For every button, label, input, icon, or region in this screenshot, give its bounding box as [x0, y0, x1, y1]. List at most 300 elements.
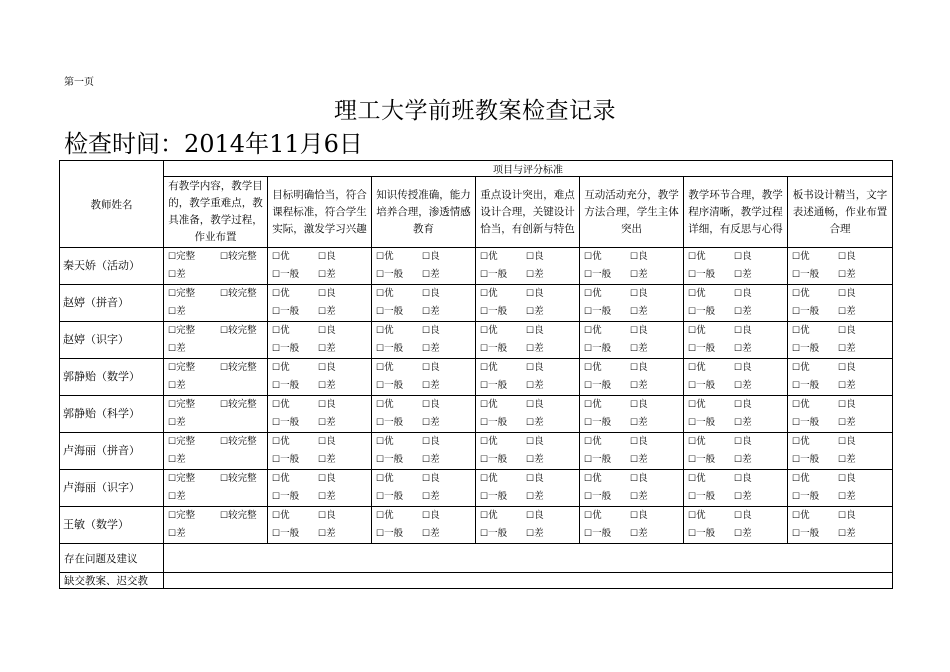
option-good[interactable] [526, 396, 572, 414]
option-good[interactable] [734, 433, 780, 451]
option-poor[interactable] [318, 488, 364, 506]
option-good[interactable] [838, 285, 884, 303]
option-excellent[interactable] [688, 359, 734, 377]
checkbox-icon[interactable]: ☐ [734, 270, 743, 280]
checkbox-icon[interactable]: ☐ [526, 418, 535, 428]
option-excellent[interactable] [376, 470, 422, 488]
checkbox-icon[interactable]: ☐ [688, 344, 697, 354]
option-good[interactable] [318, 248, 364, 266]
checkbox-icon[interactable]: ☐ [526, 492, 535, 502]
checkbox-icon[interactable]: ☐ [376, 252, 385, 262]
option-average[interactable] [272, 488, 318, 506]
checkbox-icon[interactable]: ☐ [272, 252, 281, 262]
checkbox-icon[interactable]: ☐ [376, 418, 385, 428]
option-good[interactable] [838, 322, 884, 340]
option-poor[interactable] [838, 340, 884, 358]
checkbox-icon[interactable]: ☐ [220, 326, 229, 336]
option-excellent[interactable] [376, 433, 422, 451]
option-excellent[interactable] [584, 396, 630, 414]
checkbox-icon[interactable]: ☐ [272, 511, 281, 521]
checkbox-icon[interactable]: ☐ [792, 492, 801, 502]
option-poor[interactable] [630, 266, 676, 284]
checkbox-icon[interactable]: ☐ [272, 529, 281, 539]
option-good[interactable] [318, 285, 364, 303]
checkbox-icon[interactable]: ☐ [168, 381, 177, 391]
checkbox-icon[interactable]: ☐ [630, 344, 639, 354]
option-good[interactable] [630, 433, 676, 451]
checkbox-icon[interactable]: ☐ [318, 474, 327, 484]
checkbox-icon[interactable]: ☐ [792, 326, 801, 336]
option-excellent[interactable] [376, 396, 422, 414]
option-good[interactable] [318, 396, 364, 414]
checkbox-icon[interactable]: ☐ [480, 492, 489, 502]
checkbox-icon[interactable]: ☐ [630, 529, 639, 539]
option-poor[interactable] [526, 266, 572, 284]
option-excellent[interactable] [792, 470, 838, 488]
option-excellent[interactable] [688, 322, 734, 340]
checkbox-icon[interactable]: ☐ [480, 400, 489, 410]
option-average[interactable] [272, 414, 318, 432]
option-complete[interactable] [168, 359, 220, 377]
checkbox-icon[interactable]: ☐ [168, 252, 177, 262]
option-excellent[interactable] [480, 248, 526, 266]
checkbox-icon[interactable]: ☐ [688, 270, 697, 280]
checkbox-icon[interactable]: ☐ [376, 529, 385, 539]
option-excellent[interactable] [480, 433, 526, 451]
checkbox-icon[interactable]: ☐ [792, 270, 801, 280]
option-poor[interactable] [838, 303, 884, 321]
checkbox-icon[interactable]: ☐ [480, 381, 489, 391]
option-fairly-complete[interactable] [220, 470, 266, 488]
checkbox-icon[interactable]: ☐ [422, 474, 431, 484]
checkbox-icon[interactable]: ☐ [584, 437, 593, 447]
checkbox-icon[interactable]: ☐ [168, 289, 177, 299]
checkbox-icon[interactable]: ☐ [168, 492, 177, 502]
option-poor[interactable] [734, 340, 780, 358]
option-poor[interactable] [168, 377, 214, 395]
option-average[interactable] [272, 266, 318, 284]
missing-field[interactable] [164, 573, 893, 589]
option-good[interactable] [838, 248, 884, 266]
option-excellent[interactable] [792, 396, 838, 414]
option-excellent[interactable] [376, 322, 422, 340]
checkbox-icon[interactable]: ☐ [422, 326, 431, 336]
option-poor[interactable] [318, 266, 364, 284]
checkbox-icon[interactable]: ☐ [584, 511, 593, 521]
option-good[interactable] [318, 322, 364, 340]
option-poor[interactable] [168, 488, 214, 506]
checkbox-icon[interactable]: ☐ [272, 474, 281, 484]
checkbox-icon[interactable]: ☐ [480, 307, 489, 317]
checkbox-icon[interactable]: ☐ [272, 270, 281, 280]
checkbox-icon[interactable]: ☐ [792, 252, 801, 262]
checkbox-icon[interactable]: ☐ [376, 437, 385, 447]
checkbox-icon[interactable]: ☐ [168, 326, 177, 336]
checkbox-icon[interactable]: ☐ [838, 252, 847, 262]
checkbox-icon[interactable]: ☐ [734, 455, 743, 465]
option-good[interactable] [734, 359, 780, 377]
checkbox-icon[interactable]: ☐ [792, 307, 801, 317]
option-excellent[interactable] [792, 248, 838, 266]
option-excellent[interactable] [584, 507, 630, 525]
issues-field[interactable] [164, 544, 893, 573]
option-good[interactable] [734, 470, 780, 488]
checkbox-icon[interactable]: ☐ [838, 474, 847, 484]
checkbox-icon[interactable]: ☐ [376, 400, 385, 410]
option-average[interactable] [688, 266, 734, 284]
checkbox-icon[interactable]: ☐ [168, 400, 177, 410]
option-excellent[interactable] [792, 322, 838, 340]
option-average[interactable] [792, 303, 838, 321]
option-excellent[interactable] [584, 285, 630, 303]
option-good[interactable] [318, 433, 364, 451]
option-excellent[interactable] [688, 507, 734, 525]
checkbox-icon[interactable]: ☐ [376, 326, 385, 336]
option-poor[interactable] [168, 525, 214, 543]
checkbox-icon[interactable]: ☐ [630, 307, 639, 317]
option-poor[interactable] [526, 525, 572, 543]
checkbox-icon[interactable]: ☐ [630, 474, 639, 484]
option-good[interactable] [318, 359, 364, 377]
checkbox-icon[interactable]: ☐ [168, 511, 177, 521]
checkbox-icon[interactable]: ☐ [838, 529, 847, 539]
option-poor[interactable] [838, 266, 884, 284]
option-average[interactable] [376, 303, 422, 321]
checkbox-icon[interactable]: ☐ [318, 400, 327, 410]
option-good[interactable] [422, 470, 468, 488]
checkbox-icon[interactable]: ☐ [734, 474, 743, 484]
checkbox-icon[interactable]: ☐ [376, 289, 385, 299]
checkbox-icon[interactable]: ☐ [220, 437, 229, 447]
checkbox-icon[interactable]: ☐ [422, 363, 431, 373]
checkbox-icon[interactable]: ☐ [318, 344, 327, 354]
checkbox-icon[interactable]: ☐ [584, 381, 593, 391]
option-poor[interactable] [318, 414, 364, 432]
option-poor[interactable] [630, 377, 676, 395]
checkbox-icon[interactable]: ☐ [838, 307, 847, 317]
option-excellent[interactable] [688, 470, 734, 488]
checkbox-icon[interactable]: ☐ [526, 511, 535, 521]
checkbox-icon[interactable]: ☐ [734, 400, 743, 410]
checkbox-icon[interactable]: ☐ [838, 511, 847, 521]
option-poor[interactable] [168, 414, 214, 432]
option-average[interactable] [584, 266, 630, 284]
checkbox-icon[interactable]: ☐ [792, 455, 801, 465]
checkbox-icon[interactable]: ☐ [584, 307, 593, 317]
checkbox-icon[interactable]: ☐ [480, 437, 489, 447]
checkbox-icon[interactable]: ☐ [422, 418, 431, 428]
checkbox-icon[interactable]: ☐ [318, 437, 327, 447]
checkbox-icon[interactable]: ☐ [734, 326, 743, 336]
checkbox-icon[interactable]: ☐ [318, 455, 327, 465]
option-excellent[interactable] [376, 285, 422, 303]
checkbox-icon[interactable]: ☐ [584, 492, 593, 502]
option-average[interactable] [272, 451, 318, 469]
option-average[interactable] [792, 525, 838, 543]
checkbox-icon[interactable]: ☐ [734, 529, 743, 539]
option-excellent[interactable] [480, 359, 526, 377]
checkbox-icon[interactable]: ☐ [526, 344, 535, 354]
checkbox-icon[interactable]: ☐ [480, 529, 489, 539]
option-average[interactable] [376, 488, 422, 506]
checkbox-icon[interactable]: ☐ [792, 529, 801, 539]
option-good[interactable] [526, 285, 572, 303]
option-average[interactable] [792, 266, 838, 284]
checkbox-icon[interactable]: ☐ [688, 511, 697, 521]
option-good[interactable] [526, 359, 572, 377]
checkbox-icon[interactable]: ☐ [838, 344, 847, 354]
option-average[interactable] [688, 340, 734, 358]
checkbox-icon[interactable]: ☐ [630, 400, 639, 410]
checkbox-icon[interactable]: ☐ [734, 252, 743, 262]
checkbox-icon[interactable]: ☐ [688, 492, 697, 502]
checkbox-icon[interactable]: ☐ [526, 381, 535, 391]
option-excellent[interactable] [272, 322, 318, 340]
checkbox-icon[interactable]: ☐ [318, 381, 327, 391]
option-poor[interactable] [318, 377, 364, 395]
option-good[interactable] [526, 322, 572, 340]
option-excellent[interactable] [376, 248, 422, 266]
checkbox-icon[interactable]: ☐ [734, 307, 743, 317]
option-excellent[interactable] [584, 433, 630, 451]
option-good[interactable] [734, 285, 780, 303]
option-good[interactable] [630, 285, 676, 303]
option-good[interactable] [422, 507, 468, 525]
option-poor[interactable] [168, 451, 214, 469]
checkbox-icon[interactable]: ☐ [526, 289, 535, 299]
checkbox-icon[interactable]: ☐ [480, 474, 489, 484]
checkbox-icon[interactable]: ☐ [584, 270, 593, 280]
checkbox-icon[interactable]: ☐ [480, 270, 489, 280]
checkbox-icon[interactable]: ☐ [792, 437, 801, 447]
option-good[interactable] [526, 507, 572, 525]
checkbox-icon[interactable]: ☐ [526, 437, 535, 447]
option-complete[interactable] [168, 322, 220, 340]
option-excellent[interactable] [272, 433, 318, 451]
option-average[interactable] [584, 488, 630, 506]
option-poor[interactable] [734, 377, 780, 395]
checkbox-icon[interactable]: ☐ [734, 381, 743, 391]
option-average[interactable] [792, 488, 838, 506]
checkbox-icon[interactable]: ☐ [630, 289, 639, 299]
checkbox-icon[interactable]: ☐ [168, 437, 177, 447]
checkbox-icon[interactable]: ☐ [422, 344, 431, 354]
checkbox-icon[interactable]: ☐ [792, 381, 801, 391]
checkbox-icon[interactable]: ☐ [734, 344, 743, 354]
checkbox-icon[interactable]: ☐ [168, 529, 177, 539]
checkbox-icon[interactable]: ☐ [480, 455, 489, 465]
checkbox-icon[interactable]: ☐ [688, 307, 697, 317]
option-good[interactable] [630, 248, 676, 266]
option-good[interactable] [734, 396, 780, 414]
option-poor[interactable] [526, 377, 572, 395]
option-average[interactable] [376, 377, 422, 395]
option-good[interactable] [422, 359, 468, 377]
checkbox-icon[interactable]: ☐ [272, 344, 281, 354]
option-average[interactable] [688, 525, 734, 543]
checkbox-icon[interactable]: ☐ [318, 418, 327, 428]
checkbox-icon[interactable]: ☐ [220, 511, 229, 521]
option-poor[interactable] [630, 451, 676, 469]
checkbox-icon[interactable]: ☐ [480, 252, 489, 262]
checkbox-icon[interactable]: ☐ [792, 363, 801, 373]
option-average[interactable] [584, 377, 630, 395]
checkbox-icon[interactable]: ☐ [688, 474, 697, 484]
option-poor[interactable] [168, 303, 214, 321]
option-good[interactable] [734, 248, 780, 266]
checkbox-icon[interactable]: ☐ [318, 492, 327, 502]
checkbox-icon[interactable]: ☐ [422, 492, 431, 502]
checkbox-icon[interactable]: ☐ [584, 455, 593, 465]
checkbox-icon[interactable]: ☐ [220, 252, 229, 262]
option-average[interactable] [272, 303, 318, 321]
option-average[interactable] [584, 303, 630, 321]
checkbox-icon[interactable]: ☐ [422, 270, 431, 280]
option-average[interactable] [584, 451, 630, 469]
option-poor[interactable] [734, 266, 780, 284]
option-average[interactable] [376, 414, 422, 432]
option-poor[interactable] [168, 266, 214, 284]
option-excellent[interactable] [792, 285, 838, 303]
checkbox-icon[interactable]: ☐ [584, 400, 593, 410]
option-poor[interactable] [630, 340, 676, 358]
option-excellent[interactable] [480, 396, 526, 414]
option-excellent[interactable] [792, 359, 838, 377]
option-good[interactable] [422, 248, 468, 266]
checkbox-icon[interactable]: ☐ [792, 474, 801, 484]
option-poor[interactable] [630, 414, 676, 432]
option-fairly-complete[interactable] [220, 285, 266, 303]
option-poor[interactable] [734, 414, 780, 432]
checkbox-icon[interactable]: ☐ [630, 326, 639, 336]
checkbox-icon[interactable]: ☐ [422, 511, 431, 521]
checkbox-icon[interactable]: ☐ [838, 326, 847, 336]
checkbox-icon[interactable]: ☐ [220, 474, 229, 484]
option-poor[interactable] [630, 525, 676, 543]
option-poor[interactable] [526, 451, 572, 469]
option-average[interactable] [480, 488, 526, 506]
checkbox-icon[interactable]: ☐ [168, 418, 177, 428]
checkbox-icon[interactable]: ☐ [318, 363, 327, 373]
option-poor[interactable] [734, 488, 780, 506]
checkbox-icon[interactable]: ☐ [422, 381, 431, 391]
checkbox-icon[interactable]: ☐ [630, 252, 639, 262]
checkbox-icon[interactable]: ☐ [838, 455, 847, 465]
checkbox-icon[interactable]: ☐ [376, 492, 385, 502]
option-average[interactable] [480, 414, 526, 432]
option-average[interactable] [584, 525, 630, 543]
option-poor[interactable] [838, 377, 884, 395]
checkbox-icon[interactable]: ☐ [318, 326, 327, 336]
checkbox-icon[interactable]: ☐ [688, 326, 697, 336]
option-poor[interactable] [422, 340, 468, 358]
checkbox-icon[interactable]: ☐ [220, 363, 229, 373]
option-excellent[interactable] [480, 507, 526, 525]
option-excellent[interactable] [480, 470, 526, 488]
checkbox-icon[interactable]: ☐ [168, 474, 177, 484]
option-poor[interactable] [526, 340, 572, 358]
option-excellent[interactable] [272, 470, 318, 488]
option-poor[interactable] [422, 488, 468, 506]
option-fairly-complete[interactable] [220, 248, 266, 266]
option-poor[interactable] [422, 303, 468, 321]
checkbox-icon[interactable]: ☐ [272, 418, 281, 428]
checkbox-icon[interactable]: ☐ [584, 344, 593, 354]
checkbox-icon[interactable]: ☐ [734, 418, 743, 428]
option-good[interactable] [526, 248, 572, 266]
option-complete[interactable] [168, 396, 220, 414]
option-average[interactable] [376, 266, 422, 284]
checkbox-icon[interactable]: ☐ [168, 363, 177, 373]
option-poor[interactable] [422, 414, 468, 432]
option-poor[interactable] [838, 451, 884, 469]
checkbox-icon[interactable]: ☐ [838, 492, 847, 502]
option-good[interactable] [630, 322, 676, 340]
checkbox-icon[interactable]: ☐ [376, 363, 385, 373]
checkbox-icon[interactable]: ☐ [318, 307, 327, 317]
option-good[interactable] [630, 359, 676, 377]
option-average[interactable] [272, 525, 318, 543]
checkbox-icon[interactable]: ☐ [272, 492, 281, 502]
option-poor[interactable] [318, 451, 364, 469]
checkbox-icon[interactable]: ☐ [376, 511, 385, 521]
option-average[interactable] [272, 340, 318, 358]
checkbox-icon[interactable]: ☐ [272, 307, 281, 317]
checkbox-icon[interactable]: ☐ [480, 418, 489, 428]
checkbox-icon[interactable]: ☐ [688, 437, 697, 447]
option-average[interactable] [272, 377, 318, 395]
checkbox-icon[interactable]: ☐ [272, 400, 281, 410]
checkbox-icon[interactable]: ☐ [734, 492, 743, 502]
option-excellent[interactable] [688, 433, 734, 451]
checkbox-icon[interactable]: ☐ [220, 289, 229, 299]
checkbox-icon[interactable]: ☐ [792, 400, 801, 410]
option-fairly-complete[interactable] [220, 433, 266, 451]
option-excellent[interactable] [272, 285, 318, 303]
option-poor[interactable] [838, 414, 884, 432]
checkbox-icon[interactable]: ☐ [734, 289, 743, 299]
checkbox-icon[interactable]: ☐ [376, 270, 385, 280]
checkbox-icon[interactable]: ☐ [376, 307, 385, 317]
option-good[interactable] [318, 470, 364, 488]
option-average[interactable] [480, 451, 526, 469]
option-average[interactable] [480, 303, 526, 321]
checkbox-icon[interactable]: ☐ [734, 363, 743, 373]
option-poor[interactable] [734, 303, 780, 321]
option-poor[interactable] [734, 525, 780, 543]
option-good[interactable] [838, 359, 884, 377]
option-average[interactable] [792, 377, 838, 395]
option-good[interactable] [838, 470, 884, 488]
checkbox-icon[interactable]: ☐ [688, 252, 697, 262]
checkbox-icon[interactable]: ☐ [480, 511, 489, 521]
option-fairly-complete[interactable] [220, 396, 266, 414]
option-excellent[interactable] [792, 433, 838, 451]
checkbox-icon[interactable]: ☐ [838, 418, 847, 428]
checkbox-icon[interactable]: ☐ [584, 418, 593, 428]
option-poor[interactable] [422, 377, 468, 395]
checkbox-icon[interactable]: ☐ [584, 252, 593, 262]
checkbox-icon[interactable]: ☐ [630, 437, 639, 447]
checkbox-icon[interactable]: ☐ [792, 289, 801, 299]
option-excellent[interactable] [584, 322, 630, 340]
option-average[interactable] [688, 303, 734, 321]
option-average[interactable] [480, 340, 526, 358]
checkbox-icon[interactable]: ☐ [376, 455, 385, 465]
checkbox-icon[interactable]: ☐ [838, 381, 847, 391]
option-poor[interactable] [526, 488, 572, 506]
checkbox-icon[interactable]: ☐ [422, 437, 431, 447]
